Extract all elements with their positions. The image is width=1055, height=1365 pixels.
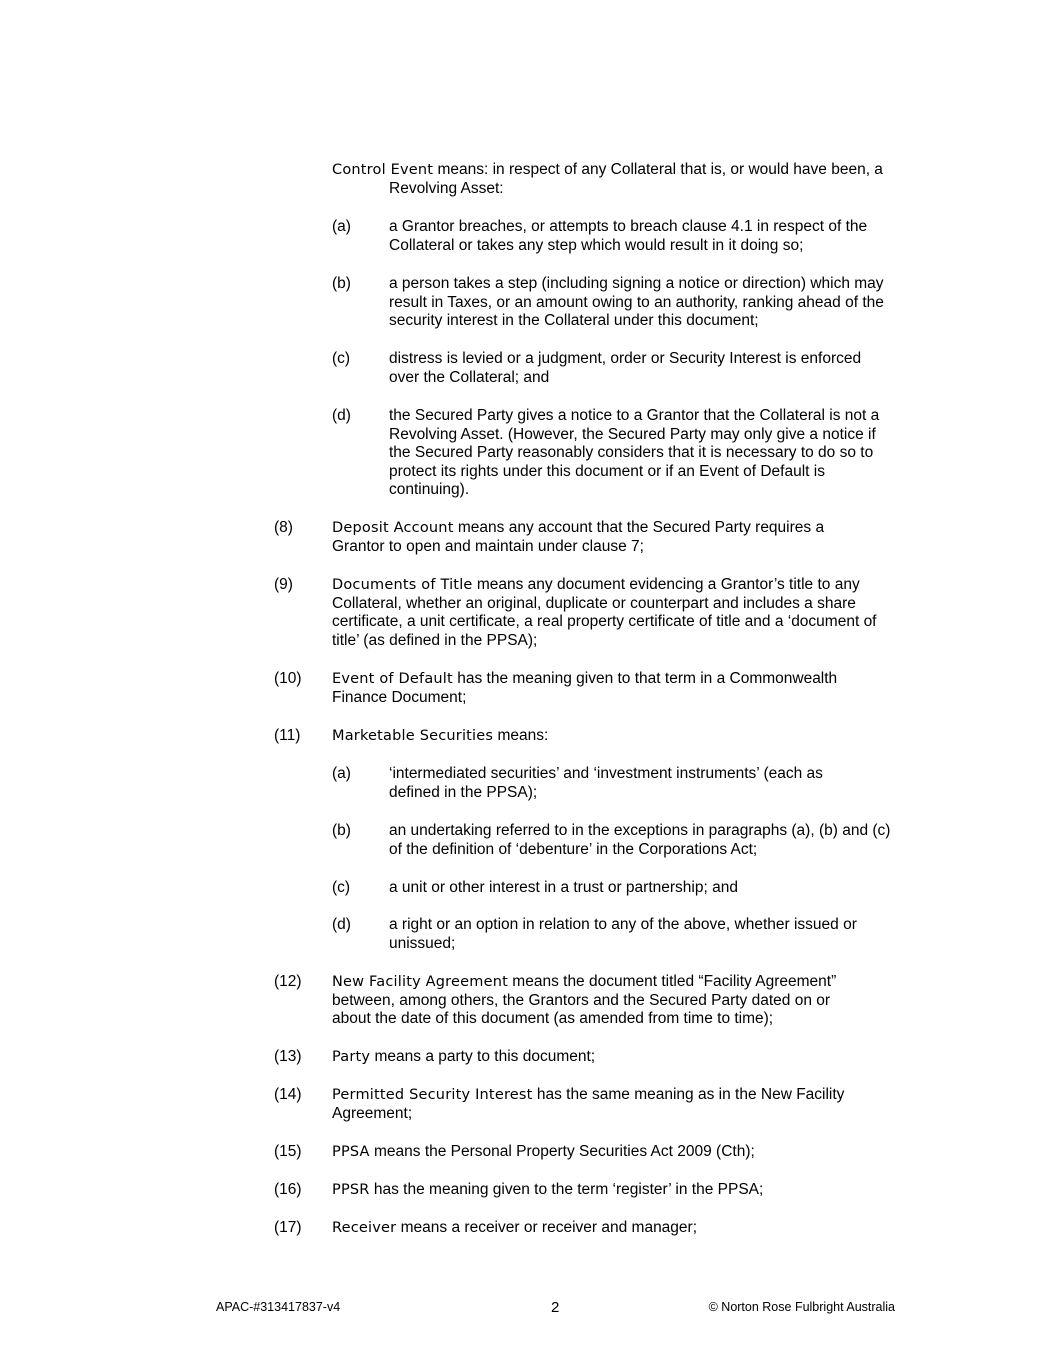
defined-term: New Facility Agreement: [332, 974, 508, 990]
clause-number: (9): [274, 576, 293, 593]
item-label: (b): [332, 822, 351, 839]
defined-term: Receiver: [332, 1220, 397, 1236]
item-text: a person takes a step (including signing a notice or direction) which may result in Taxes, or an amount owing to an authority, ranking ahead of the security interest in the Collateral under this document;: [389, 275, 884, 330]
clause-number: (12): [274, 973, 302, 990]
definition-text: means: in respect of any Collateral that is, or would have been, a Revolving Asset:: [389, 161, 883, 197]
definition-text: has the meaning given to the term ‘register’ in the PPSA;: [369, 1181, 764, 1198]
clause-number: (10): [274, 670, 302, 687]
definition-control-event: [332, 161, 914, 198]
footer-copyright: © Norton Rose Fulbright Australia: [708, 1300, 895, 1314]
definition-text: means a party to this document;: [370, 1048, 596, 1065]
clause-number: (13): [274, 1048, 302, 1065]
item-label: (a): [332, 765, 351, 782]
item-text: a Grantor breaches, or attempts to breach clause 4.1 in respect of the Collateral or takes any step which would result in it doing so;: [389, 218, 868, 254]
item-text: the Secured Party gives a notice to a Grantor that the Collateral is not a Revolving Asset. (However, the Secured Party may only give a notice if the Secured Party reasonably considers that it is necessary to do so to protect its rights under this document or if an Event of Default is continuing).: [389, 407, 880, 499]
item-label: (b): [332, 275, 351, 292]
clause-number: (15): [274, 1143, 302, 1160]
item-text: a right or an option in relation to any of the above, whether issued or unissued;: [389, 916, 857, 952]
defined-term: PPSA: [332, 1144, 370, 1160]
defined-term: Deposit Account: [332, 520, 454, 536]
clause-number: (16): [274, 1181, 302, 1198]
item-text: ‘intermediated securities’ and ‘investment instruments’ (each as defined in the PPSA);: [389, 765, 823, 801]
item-label: (d): [332, 916, 351, 933]
footer-doc-ref: APAC-#313417837-v4: [216, 1300, 341, 1314]
clause-number: (8): [274, 519, 293, 536]
definition-text: means a receiver or receiver and manager;: [396, 1219, 698, 1236]
definition-text: means the document titled “Facility Agreement” between, among others, the Grantors and the Secured Party dated on or about the date of this document (as amended from time to time);: [332, 973, 837, 1028]
defined-term: Event of Default: [332, 671, 453, 687]
defined-term: Documents of Title: [332, 577, 473, 593]
item-label: (d): [332, 407, 351, 424]
defined-term: Control Event: [332, 162, 434, 178]
definition-text: means any document evidencing a Grantor’s title to any Collateral, whether an original, duplicate or counterpart and includes a share certificate, a unit certificate, a real property certificate of title and a ‘document of title’ (as defined in the PPSA);: [332, 576, 877, 649]
definition-text: means the Personal Property Securities Act 2009 (Cth);: [369, 1143, 755, 1160]
definition-text: means any account that the Secured Party requires a Grantor to open and maintain under clause 7;: [332, 519, 825, 555]
clause-number: (11): [274, 727, 301, 744]
defined-term: PPSR: [332, 1182, 370, 1198]
item-label: (c): [332, 879, 351, 896]
footer-page-number: 2: [551, 1299, 560, 1316]
definition-text: has the same meaning as in the New Facility Agreement;: [332, 1086, 845, 1122]
item-label: (a): [332, 218, 351, 235]
defined-term: Permitted Security Interest: [332, 1087, 533, 1103]
clause-number: (17): [274, 1219, 302, 1236]
item-label: (c): [332, 350, 351, 367]
defined-term: Marketable Securities: [332, 728, 494, 744]
clause-number: (14): [274, 1086, 302, 1103]
defined-term: Party: [332, 1049, 371, 1065]
definition-text: means:: [493, 727, 549, 744]
definition-text: has the meaning given to that term in a Commonwealth Finance Document;: [332, 670, 838, 706]
item-text: a unit or other interest in a trust or partnership; and: [389, 879, 738, 896]
item-text: distress is levied or a judgment, order or Security Interest is enforced over the Collateral; and: [389, 350, 862, 386]
item-text: an undertaking referred to in the exceptions in paragraphs (a), (b) and (c) of the definition of ‘debenture’ in the Corporations Act;: [389, 822, 891, 858]
